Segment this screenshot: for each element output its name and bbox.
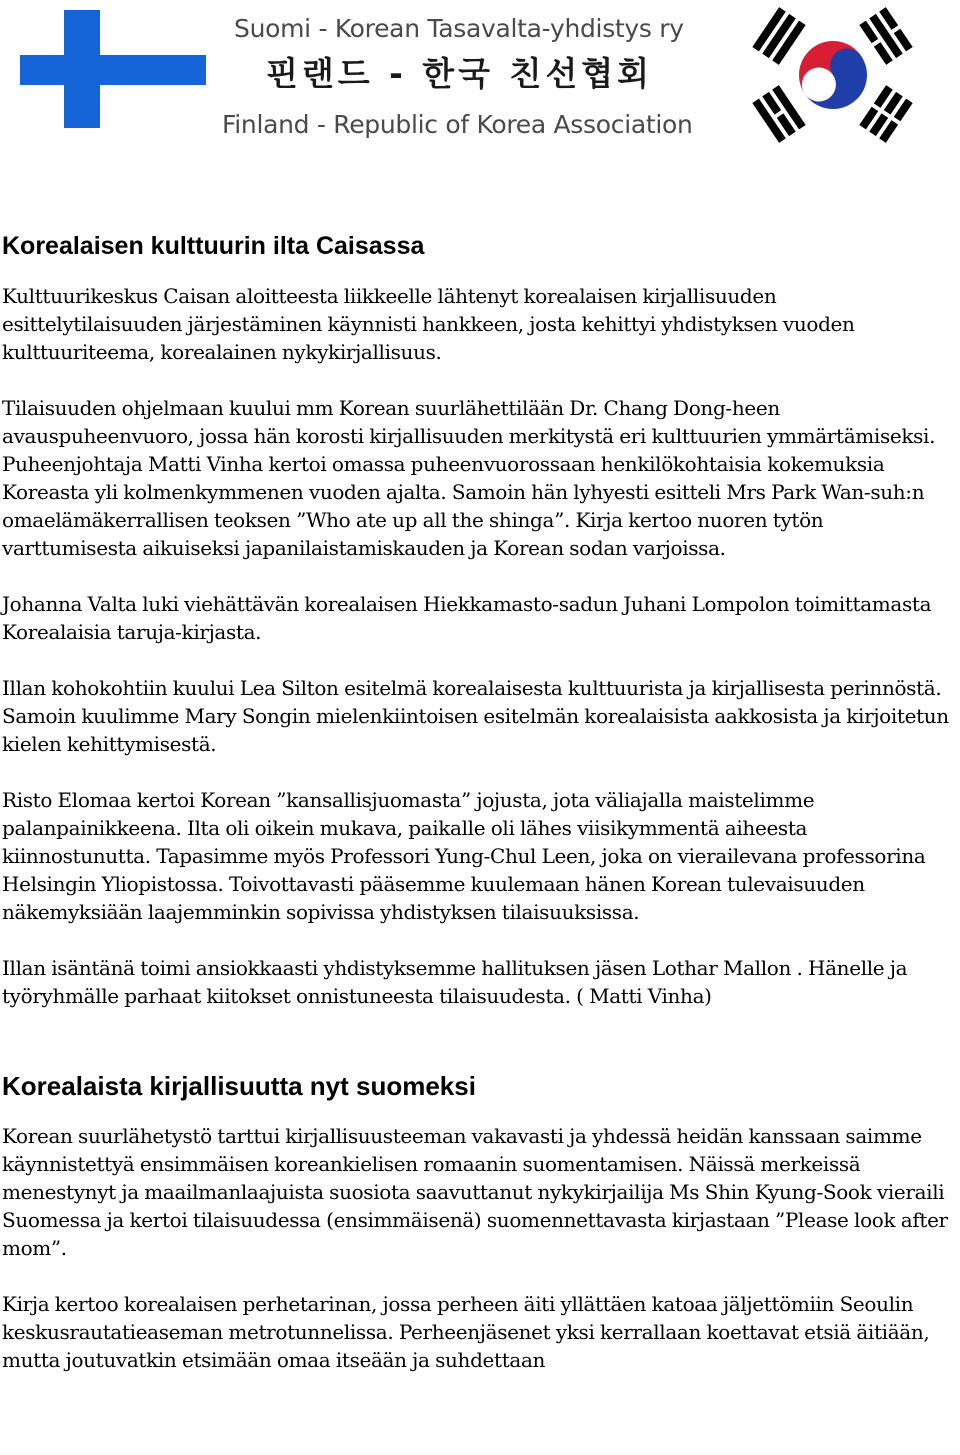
association-name [222,12,742,142]
finland-flag-icon [20,10,206,128]
section-title-culture-evening: Korealaisen kulttuurin ilta Caisassa [2,232,425,260]
association-name-korean: 핀랜드 - 한국 친선협회 [266,54,654,93]
header-banner [0,0,960,160]
paragraph: Korean suurlähetystö tarttui kirjallisuusteeman vakavasti ja yhdessä heidän kanssaan saimme käynnistettyä ensimmäisen koreankielisen romaanin suomentamisen. Näissä merkeissä menestynyt ja maailmanlaajuista suosiota saavuttanut nykykirjailija Ms Shin Kyung-Sook vieraili Suomessa ja kertoi tilaisuudessa (ensimmäisenä) suomennettavasta kirjastaan ”Please look after mom”. [2,1124,948,1260]
south-korea-flag-icon [745,2,920,147]
paragraph: Tilaisuuden ohjelmaan kuului mm Korean suurlähettilään Dr. Chang Dong-heen avauspuheenvuoro, jossa hän korosti kirjallisuuden merkitystä eri kulttuurien ymmärtämiseksi. Puheenjohtaja Matti Vinha kertoi omassa puheenvuorossaan henkilökohtaisia kokemuksia Koreasta yli kolmenkymmenen vuoden ajalta. Samoin hän lyhyesti esitteli Mrs Park Wan-suh:n omaelämäkerrallisen teoksen ”Who ate up all the shinga”. Kirja kertoo nuoren tytön varttumisesta aikuiseksi japanilaistamiskauden ja Korean sodan varjoissa. [2,396,936,560]
paragraph: Kirja kertoo korealaisen perhetarinan, jossa perheen äiti yllättäen katoaa jäljettömiin Seoulin keskusrautatieaseman metrotunnelissa. Perheenjäsenet yksi kerrallaan koettavat etsiä äitiään, mutta joutuvatkin etsimään omaa itseään ja suhdettaan [2,1292,930,1372]
paragraph: Johanna Valta luki viehättävän korealaisen Hiekkamasto-sadun Juhani Lompolon toimittamasta Korealaisia taruja-kirjasta. [2,592,932,644]
paragraph: Kulttuurikeskus Caisan aloitteesta liikkeelle lähtenyt korealaisen kirjallisuuden esittelytilaisuuden järjestäminen käynnisti hankkeen, josta kehittyi yhdistyksen vuoden kulttuuriteema, korealainen nykykirjallisuus. [2,284,855,364]
article-content [2,226,958,1374]
association-name-english: Finland - Republic of Korea Association [222,110,693,139]
paragraph: Illan isäntänä toimi ansiokkaasti yhdistyksemme hallituksen jäsen Lothar Mallon . Hänelle ja työryhmälle parhaat kiitokset onnistuneesta tilaisuudesta. ( Matti Vinha) [2,956,908,1008]
association-name-finnish: Suomi - Korean Tasavalta-yhdistys ry [234,14,684,43]
paragraph: Illan kohokohtiin kuului Lea Silton esitelmä korealaisesta kulttuurista ja kirjallisesta perinnöstä. Samoin kuulimme Mary Songin mielenkiintoisen esitelmän korealaisista aakkosista ja kirjoitetun kielen kehittymisestä. [2,676,949,756]
paragraph: Risto Elomaa kertoi Korean ”kansallisjuomasta” jojusta, jota väliajalla maistelimme palanpainikkeena. Ilta oli oikein mukava, paikalle oli lähes viisikymmentä aiheesta kiinnostunutta. Tapasimme myös Professori Yung-Chul Leen, joka on vierailevana professorina Helsingin Yliopistossa. Toivottavasti pääsemme kuulemaan hänen Korean tulevaisuuden näkemyksiään laajemminkin sopivissa yhdistyksen tilaisuuksissa. [2,788,926,924]
section-title-korean-literature: Korealaista kirjallisuutta nyt suomeksi [2,1071,476,1101]
